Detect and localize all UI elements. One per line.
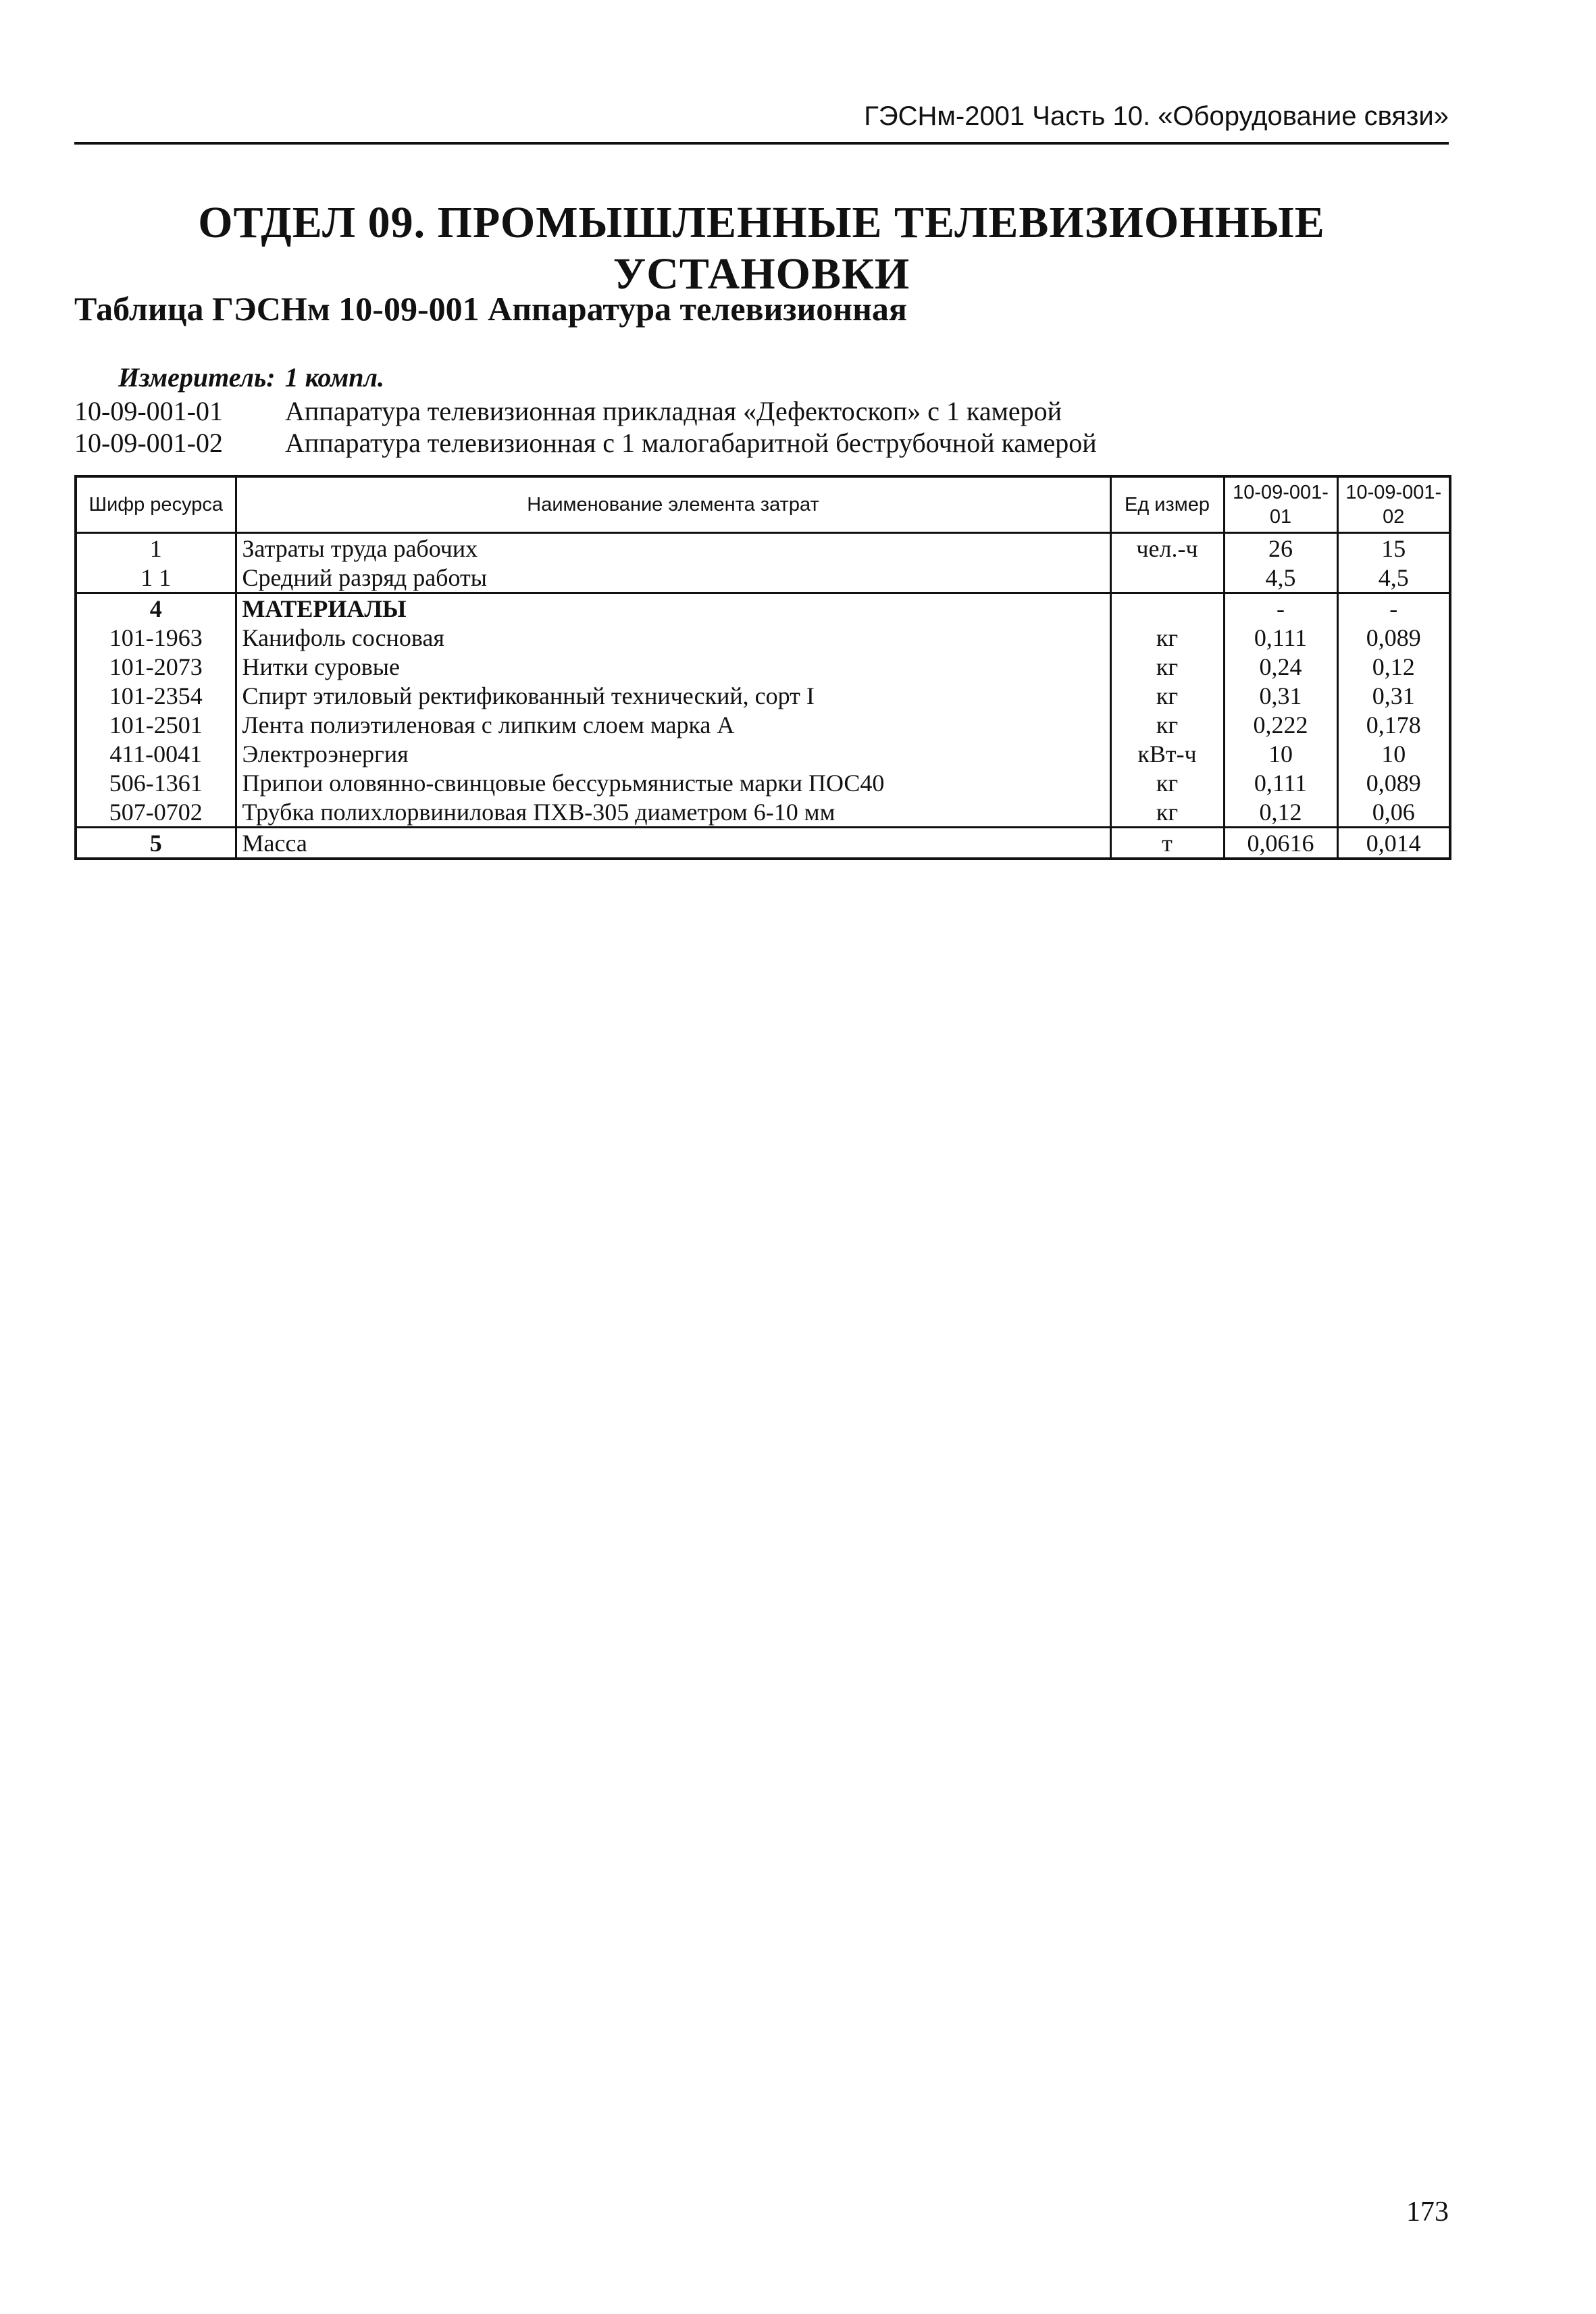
section-title: ОТДЕЛ 09. ПРОМЫШЛЕННЫЕ ТЕЛЕВИЗИОННЫЕ УСТАНОВКИ bbox=[198, 198, 1325, 299]
cell-value-02: 0,31 bbox=[1337, 681, 1450, 710]
cell-value-02: 0,089 bbox=[1337, 623, 1450, 652]
cell-unit: кг bbox=[1110, 652, 1224, 681]
cell-code: 4 bbox=[76, 593, 236, 624]
cell-value-02: - bbox=[1337, 593, 1450, 624]
cell-code: 411-0041 bbox=[76, 739, 236, 768]
cell-code: 506-1361 bbox=[76, 768, 236, 797]
cell-name: Припои оловянно-свинцовые бессурьмянистые марки ПОС40 bbox=[236, 768, 1110, 797]
table-row bbox=[76, 797, 1450, 828]
header-unit: Ед измер bbox=[1110, 476, 1224, 533]
cell-value-01: 26 bbox=[1224, 533, 1337, 563]
norm-description: Аппаратура телевизионная прикладная «Дефектоскоп» с 1 камерой bbox=[285, 396, 1062, 426]
table-row bbox=[76, 828, 1450, 859]
cell-unit bbox=[1110, 593, 1224, 624]
cell-value-01: - bbox=[1224, 593, 1337, 624]
table-header-row bbox=[76, 476, 1450, 533]
cell-value-02: 4,5 bbox=[1337, 563, 1450, 593]
cell-unit: кг bbox=[1110, 623, 1224, 652]
cell-code: 1 bbox=[76, 533, 236, 563]
cell-value-02: 0,014 bbox=[1337, 828, 1450, 859]
table-row bbox=[76, 681, 1450, 710]
cell-code: 101-2073 bbox=[76, 652, 236, 681]
cell-code: 5 bbox=[76, 828, 236, 859]
measure-value: 1 компл. bbox=[284, 362, 385, 393]
table-heading: Таблица ГЭСНм 10-09-001 Аппаратура телевизионная bbox=[74, 290, 907, 328]
cell-name: Лента полиэтиленовая с липким слоем марка А bbox=[236, 710, 1110, 739]
norm-code: 10-09-001-01 bbox=[74, 396, 223, 426]
measure-line bbox=[118, 361, 384, 393]
cell-unit: кг bbox=[1110, 797, 1224, 828]
resources-table bbox=[74, 475, 1451, 860]
cell-unit: чел.-ч bbox=[1110, 533, 1224, 563]
table-row bbox=[76, 563, 1450, 593]
table-row bbox=[76, 593, 1450, 624]
cell-unit: кг bbox=[1110, 681, 1224, 710]
header-name: Наименование элемента затрат bbox=[236, 476, 1110, 533]
cell-unit: кг bbox=[1110, 710, 1224, 739]
cell-name: Масса bbox=[236, 828, 1110, 859]
cell-value-02: 0,12 bbox=[1337, 652, 1450, 681]
measure-label: Измеритель: bbox=[118, 362, 276, 393]
cell-code: 507-0702 bbox=[76, 797, 236, 828]
code-description-row bbox=[74, 427, 1097, 459]
cell-value-01: 10 bbox=[1224, 739, 1337, 768]
running-title: ГЭСНм-2001 Часть 10. «Оборудование связи» bbox=[864, 101, 1449, 131]
code-description-row bbox=[74, 395, 1062, 427]
cell-unit: т bbox=[1110, 828, 1224, 859]
table-row bbox=[76, 623, 1450, 652]
cell-unit: кВт-ч bbox=[1110, 739, 1224, 768]
cell-value-01: 0,111 bbox=[1224, 768, 1337, 797]
cell-value-01: 4,5 bbox=[1224, 563, 1337, 593]
cell-name: Электроэнергия bbox=[236, 739, 1110, 768]
cell-code: 1 1 bbox=[76, 563, 236, 593]
header-code: Шифр ресурса bbox=[76, 476, 236, 533]
page-number: 173 bbox=[1406, 2196, 1449, 2228]
cell-value-01: 0,31 bbox=[1224, 681, 1337, 710]
cell-code: 101-2501 bbox=[76, 710, 236, 739]
table-row bbox=[76, 652, 1450, 681]
cell-code: 101-1963 bbox=[76, 623, 236, 652]
cell-value-02: 0,089 bbox=[1337, 768, 1450, 797]
cell-name: Нитки суровые bbox=[236, 652, 1110, 681]
cell-value-01: 0,12 bbox=[1224, 797, 1337, 828]
cell-name: Трубка полихлорвиниловая ПХВ-305 диаметром 6-10 мм bbox=[236, 797, 1110, 828]
table-row bbox=[76, 533, 1450, 563]
table-row bbox=[76, 710, 1450, 739]
cell-name: Средний разряд работы bbox=[236, 563, 1110, 593]
norm-description: Аппаратура телевизионная с 1 малогабаритной беструбочной камерой bbox=[285, 428, 1097, 458]
cell-code: 101-2354 bbox=[76, 681, 236, 710]
cell-value-01: 0,222 bbox=[1224, 710, 1337, 739]
cell-name: Канифоль сосновая bbox=[236, 623, 1110, 652]
cell-name: Затраты труда рабочих bbox=[236, 533, 1110, 563]
cell-name: МАТЕРИАЛЫ bbox=[236, 593, 1110, 624]
cell-value-01: 0,0616 bbox=[1224, 828, 1337, 859]
header-col-02: 10-09-001-02 bbox=[1337, 476, 1450, 533]
table-row bbox=[76, 768, 1450, 797]
cell-value-01: 0,111 bbox=[1224, 623, 1337, 652]
cell-value-01: 0,24 bbox=[1224, 652, 1337, 681]
cell-name: Спирт этиловый ректификованный технический, сорт I bbox=[236, 681, 1110, 710]
cell-unit: кг bbox=[1110, 768, 1224, 797]
cell-value-02: 10 bbox=[1337, 739, 1450, 768]
cell-unit bbox=[1110, 563, 1224, 593]
cell-value-02: 0,06 bbox=[1337, 797, 1450, 828]
norm-code: 10-09-001-02 bbox=[74, 428, 223, 458]
header-col-01: 10-09-001-01 bbox=[1224, 476, 1337, 533]
running-header bbox=[74, 101, 1449, 145]
cell-value-02: 0,178 bbox=[1337, 710, 1450, 739]
table-row bbox=[76, 739, 1450, 768]
cell-value-02: 15 bbox=[1337, 533, 1450, 563]
